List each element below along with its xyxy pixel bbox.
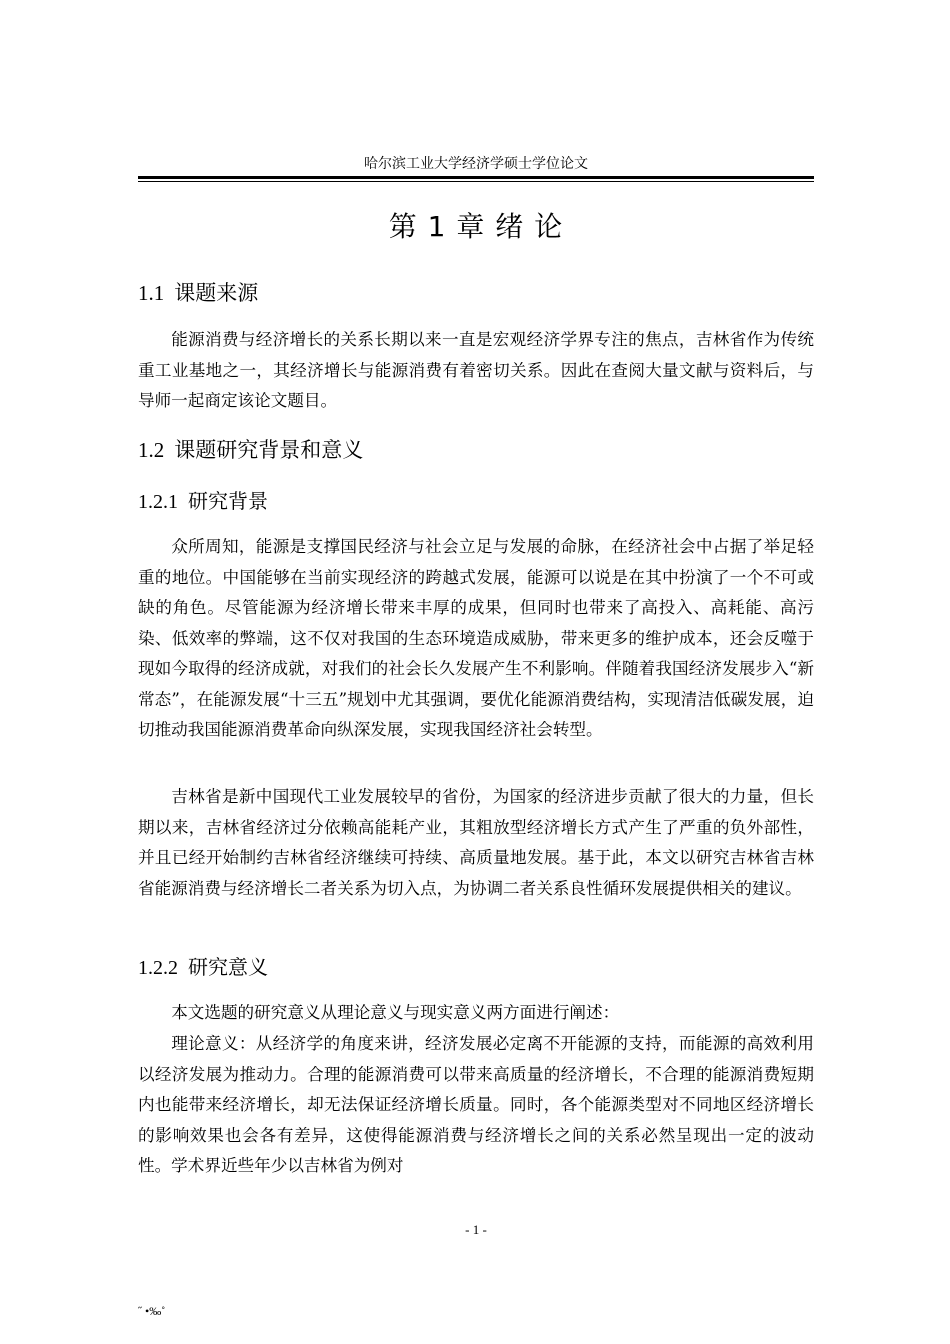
paragraph-background-1: 众所周知，能源是支撑国民经济与社会立足与发展的命脉，在经济社会中占据了举足轻重的地位。中国能够在当前实现经济的跨越式发展，能源可以说是在其中扮演了一个不可或缺的角色。尽管能源为经济增长带来丰厚的成果，但同时也带来了高投入、高耗能、高污染、低效率的弊端，这不仅对我国的生态环境造成威胁，带来更多的维护成本，还会反噬于现如今取得的经济成就，对我们的社会长久发展产生不利影响。伴随着我国经济发展步入“新常态”，在能源发展“十三五”规划中尤其强调，要优化能源消费结构，实现清洁低碳发展，迫切推动我国能源消费革命向纵深发展，实现我国经济社会转型。 (138, 537, 814, 739)
chapter-title: 第 1 章 绪 论 (388, 210, 564, 243)
section-title: 课题研究背景和意义 (174, 438, 364, 462)
running-header: 哈尔滨工业大学经济学硕士学位论文 (364, 156, 588, 172)
section-title: 课题来源 (174, 281, 259, 305)
subsection-heading-1-2-2 (138, 953, 814, 982)
subsection-title: 研究背景 (188, 489, 268, 513)
paragraph-source: 能源消费与经济增长的关系长期以来一直是宏观经济学界专注的焦点，吉林省作为传统重工业基地之一，其经济增长与能源消费有着密切关系。因此在查阅大量文献与资料后，与导师一起商定该论文题目。 (138, 330, 814, 410)
section-number: 1.2 (138, 438, 165, 462)
section-number: 1.1 (138, 281, 165, 305)
section-heading-1-2 (138, 435, 814, 465)
paragraph-background-2: 吉林省是新中国现代工业发展较早的省份，为国家的经济进步贡献了很大的力量，但长期以来，吉林省经济过分依赖高能耗产业，其粗放型经济增长方式产生了严重的负外部性，并且已经开始制约吉林省经济继续可持续、高质量地发展。基于此，本文以研究吉林省吉林省能源消费与经济增长二者关系为切入点，为协调二者关系良性循环发展提供相关的建议。 (138, 787, 814, 898)
paragraph-theoretical-significance: 理论意义：从经济学的角度来讲，经济发展必定离不开能源的支持，而能源的高效利用以经济发展为推动力。合理的能源消费可以带来高质量的经济增长，不合理的能源消费短期内也能带来经济增长，却无法保证经济增长质量。同时，各个能源类型对不同地区经济增长的影响效果也会各有差异，这使得能源消费与经济增长之间的关系必然呈现出一定的波动性。学术界近些年少以吉林省为例对 (138, 1034, 814, 1175)
corner-mark: ˝ •‰˚ (138, 1304, 166, 1318)
section-heading-1-1 (138, 278, 814, 308)
subsection-heading-1-2-1 (138, 487, 814, 516)
subsection-number: 1.2.1 (138, 491, 178, 513)
paragraph-significance-intro: 本文选题的研究意义从理论意义与现实意义两方面进行阐述： (171, 1003, 620, 1022)
header-rule-thin (138, 181, 814, 182)
header-rule (138, 176, 814, 179)
subsection-title: 研究意义 (188, 955, 268, 979)
page-number: - 1 - (465, 1222, 487, 1237)
subsection-number: 1.2.2 (138, 957, 178, 979)
